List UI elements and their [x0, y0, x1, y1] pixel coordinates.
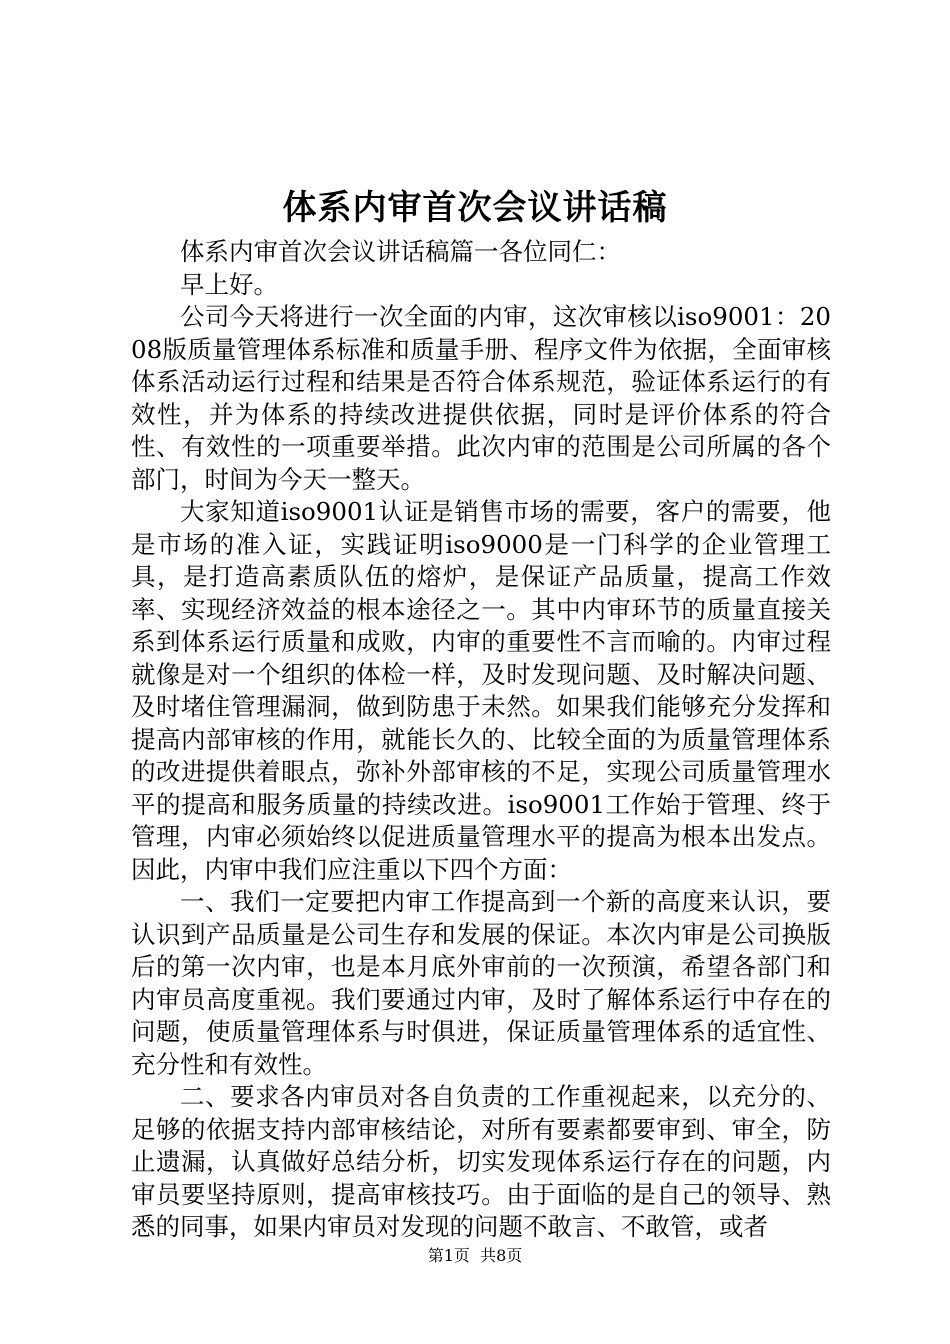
total-pages: 共8页 — [480, 1246, 523, 1265]
paragraph-audit-scope: 公司今天将进行一次全面的内审，这次审核以iso9001：2008版质量管理体系标准和质量手册、程序文件为依据，全面审核体系活动运行过程和结果是否符合体系规范，验证体系运行的有效性，并为体系的持续改进提供依据，同时是评价体系的符合性、有效性的一项重要举措。此次内审的范围是公司所属的各个部门，时间为今天一整天。 — [131, 302, 831, 494]
document-title: 体系内审首次会议讲话稿 — [282, 188, 668, 228]
page-number: 第1页 — [427, 1246, 470, 1265]
paragraph-good-morning: 早上好。 — [180, 269, 278, 299]
page-footer — [0, 1246, 950, 1266]
paragraph-greeting: 体系内审首次会议讲话稿篇一各位同仁： — [180, 237, 621, 266]
paragraph-point-one: 一、我们一定要把内审工作提高到一个新的高度来认识，要认识到产品质量是公司生存和发展的保证。本次内审是公司换版后的第一次内审，也是本月底外审前的一次预演，希望各部门和内审员高度重视。我们要通过内审，及时了解体系运行中存在的问题，使质量管理体系与时俱进，保证质量管理体系的适宜性、充分性和有效性。 — [131, 887, 831, 1079]
paragraph-point-two: 二、要求各内审员对各自负责的工作重视起来，以充分的、足够的依据支持内部审核结论，对所有要素都要审到、审全，防止遗漏，认真做好总结分析，切实发现体系运行存在的问题，内审员要坚持原则，提高审核技巧。由于面临的是自己的领导、熟悉的同事，如果内审员对发现的问题不敢言、不敢管，或者 — [131, 1082, 831, 1241]
paragraph-audit-importance: 大家知道iso9001认证是销售市场的需要，客户的需要，他是市场的准入证，实践证明iso9000是一门科学的企业管理工具，是打造高素质队伍的熔炉，是保证产品质量，提高工作效率、实现经济效益的根本途径之一。其中内审环节的质量直接关系到体系运行质量和成败，内审的重要性不言而喻的。内审过程就像是对一个组织的体检一样，及时发现问题、及时解决问题、及时堵住管理漏洞，做到防患于未然。如果我们能够充分发挥和提高内部审核的作用，就能长久的、比较全面的为质量管理体系的改进提供着眼点，弥补外部审核的不足，实现公司质量管理水平的提高和服务质量的持续改进。iso9001工作始于管理、终于管理，内审必须始终以促进质量管理水平的提高为根本出发点。因此，内审中我们应注重以下四个方面： — [131, 497, 831, 884]
document-body — [131, 236, 831, 1244]
